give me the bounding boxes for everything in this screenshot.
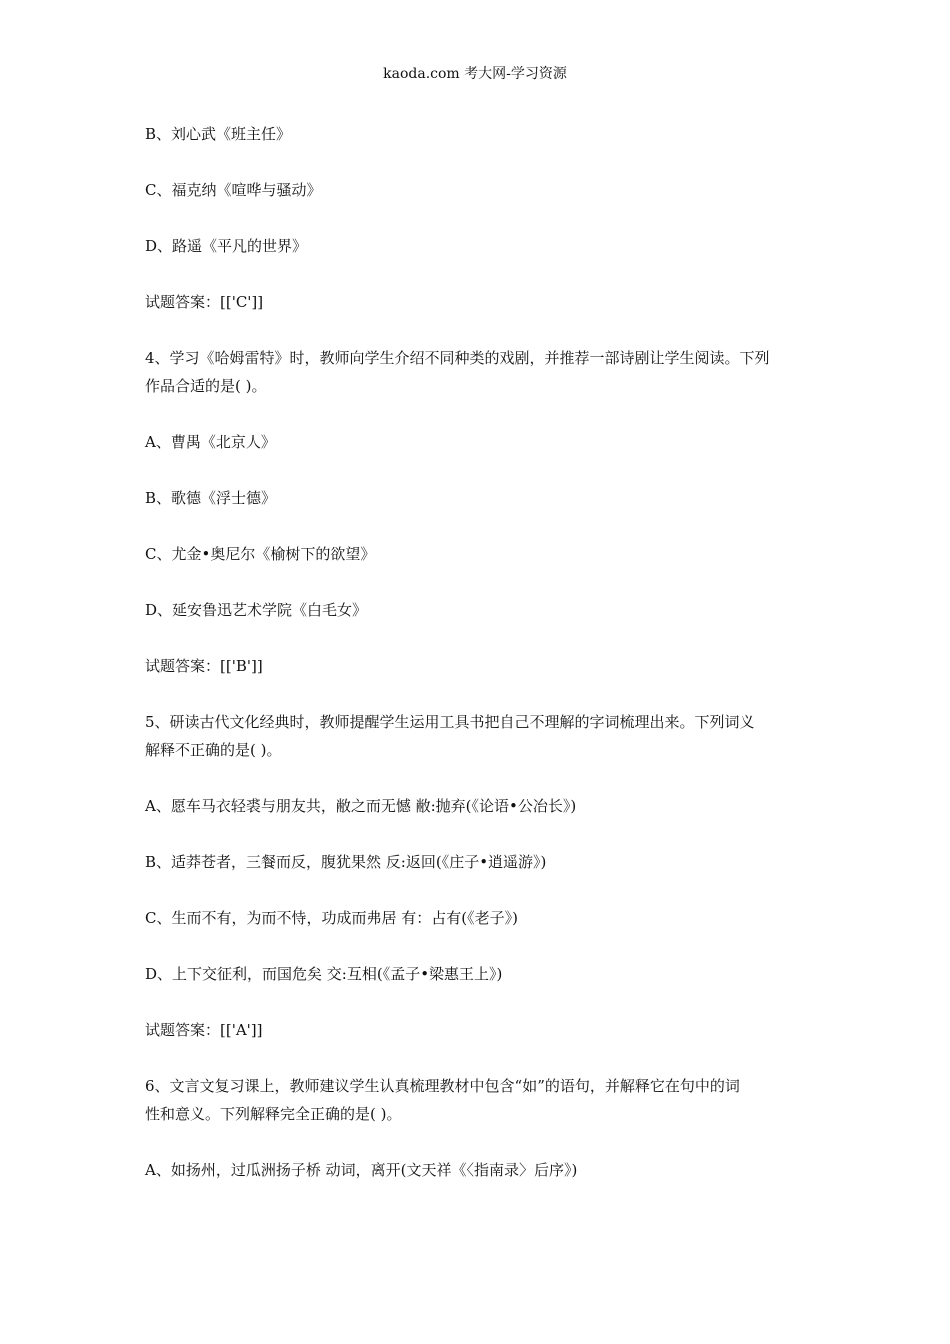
q3-answer: 试题答案：[['C']] xyxy=(145,293,264,311)
q6-option-a: A、如扬州，过瓜洲扬子桥 动词，离开(文天祥《〈指南录〉后序》) xyxy=(145,1161,578,1179)
q5-answer: 试题答案：[['A']] xyxy=(145,1021,263,1039)
q5-stem-line2: 解释不正确的是( )。 xyxy=(145,741,282,759)
q5-stem-line1: 5、研读古代文化经典时，教师提醒学生运用工具书把自己不理解的字词梳理出来。下列词义 xyxy=(145,713,755,731)
q3-option-d: D、路遥《平凡的世界》 xyxy=(145,237,308,255)
q5-option-d: D、上下交征利，而国危矣 交:互相(《孟子•梁惠王上》) xyxy=(145,965,503,983)
q6-stem-line2: 性和意义。下列解释完全正确的是( )。 xyxy=(145,1105,402,1123)
q4-stem xyxy=(145,344,810,400)
q4-option-b: B、歌德《浮士德》 xyxy=(145,489,277,507)
q5-option-b: B、适莽苍者，三餐而反，腹犹果然 反:返回(《庄子•逍遥游》) xyxy=(145,853,547,871)
document-body xyxy=(145,120,810,1212)
q4-option-d: D、延安鲁迅艺术学院《白毛女》 xyxy=(145,601,368,619)
q6-stem-line1: 6、文言文复习课上，教师建议学生认真梳理教材中包含“如”的语句，并解释它在句中的词 xyxy=(145,1077,740,1095)
page-header: kaoda.com 考大网-学习资源 xyxy=(383,66,567,82)
q5-option-a: A、愿车马衣轻裘与朋友共，敝之而无憾 敝:抛弃(《论语•公冶长》) xyxy=(145,797,577,815)
q3-option-c: C、福克纳《喧哗与骚动》 xyxy=(145,181,322,199)
q5-stem xyxy=(145,708,810,764)
q4-stem-line2: 作品合适的是( )。 xyxy=(145,377,267,395)
q3-option-b: B、刘心武《班主任》 xyxy=(145,125,292,143)
q4-option-c: C、尤金•奥尼尔《榆树下的欲望》 xyxy=(145,545,376,563)
q4-answer: 试题答案：[['B']] xyxy=(145,657,263,675)
q5-option-c: C、生而不有，为而不恃，功成而弗居 有：占有(《老子》) xyxy=(145,909,518,927)
q6-stem xyxy=(145,1072,810,1128)
q4-option-a: A、曹禺《北京人》 xyxy=(145,433,276,451)
q4-stem-line1: 4、学习《哈姆雷特》时，教师向学生介绍不同种类的戏剧，并推荐一部诗剧让学生阅读。下列 xyxy=(145,349,770,367)
